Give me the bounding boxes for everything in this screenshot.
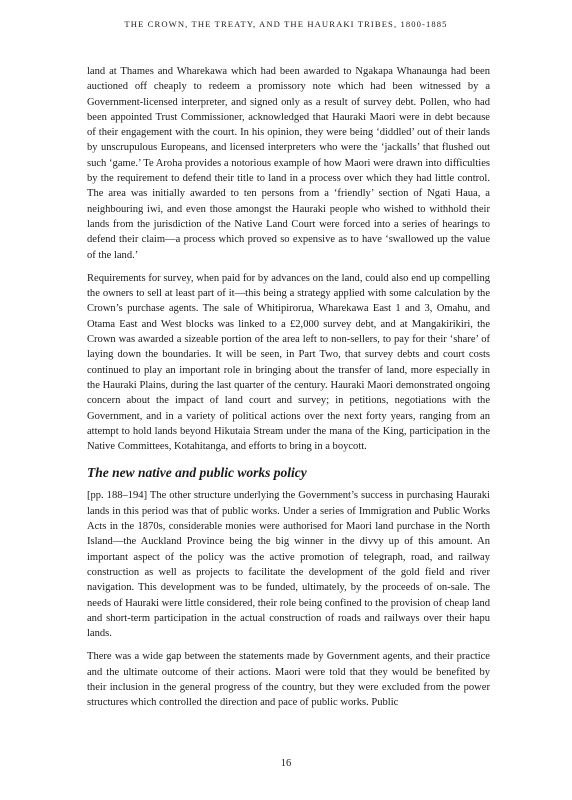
paragraph-4: There was a wide gap between the statements made by Government agents, and their practice and the ultimate outcome of their actions. Maori were told that they would be benefited by their inclusion in the general progress of the country, but they were excluded from the power structures which controlled the direction and pace of public works. Public — [87, 651, 490, 709]
paragraph-2: Requirements for survey, when paid for by advances on the land, could also end up compelling the owners to sell at least part of it—this being a strategy applied with some calculation by the Crown’s purchase agents. The sale of Whitipirorua, Wharekawa East 1 and 3, Omahu, and Otama East and West blocks was linked to a £2,000 survey debt, and at Mangakirikiri, the Crown was awarded a sizeable portion of the area left to non-sellers, to pay for their ‘share’ of laying down the boundaries. It will be seen, in Part Two, that survey debts and court costs continued to play an important role in bringing about the transfer of land, more especially in the Hauraki Plains, during the last quarter of the century. Hauraki Maori demonstrated ongoing concern about the impact of land court and survey; in petitions, negotiations with the Government, and in a variety of political actions over the next forty years, ranging from an attempt to hold lands beyond Hikutaia Stream under the mana of the King, participation in the Native Committees, Kotahitanga, and efforts to bring in a boycott. — [87, 272, 490, 453]
body-text — [87, 64, 490, 719]
paragraph-1: land at Thames and Wharekawa which had been awarded to Ngakapa Whanaunga had been auctioned off cheaply to redeem a promissory note which had been witnessed by a Government-licensed interpreter, and signed only as a result of survey debt. Pollen, who had been appointed Trust Commissioner, acknowledged that Hauraki Maori were in debt because of their engagement with the court. In his opinion, they were being ‘diddled’ out of their lands by unscrupulous Europeans, and licensed interpreters who were the ‘jackalls’ that flushed out such ‘game.’ Te Aroha provides a notorious example of how Maori were drawn into difficulties by the requirement to defend their title to land in a process over which they had little control. The area was initially awarded to ten persons from a ‘friendly’ section of Ngati Haua, a neighbouring iwi, and even those amongst the Hauraki people who wished to withhold their lands from the jurisdiction of the Native Land Court were forced into a series of hearings to defend their claim—a process which proved so expensive as to have ‘swallowed up the value of the land.’ — [87, 66, 490, 261]
paragraph-3: [pp. 188–194] The other structure underlying the Government’s success in purchasing Hauraki lands in this period was that of public works. Under a series of Immigration and Public Works Acts in the 1870s, considerable monies were authorised for Maori land purchase in the North Island—the Auckland Province being the big winner in the divvy up of this amount. An important aspect of the policy was the active promotion of telegraph, road, and railway construction as well as projects to facilitate the development of the gold field and river navigation. This development was to be funded, ultimately, by the proceeds of on-sale. The needs of Hauraki were little considered, their role being confined to the provision of cheap land and short-term participation in the actual construction of roads and railways over their hapu lands. — [87, 490, 490, 640]
page-number: 16 — [280, 758, 292, 769]
running-head: THE CROWN, THE TREATY, AND THE HAURAKI TRIBES, 1800-1885 — [124, 19, 448, 29]
section-heading: The new native and public works policy — [87, 465, 307, 481]
